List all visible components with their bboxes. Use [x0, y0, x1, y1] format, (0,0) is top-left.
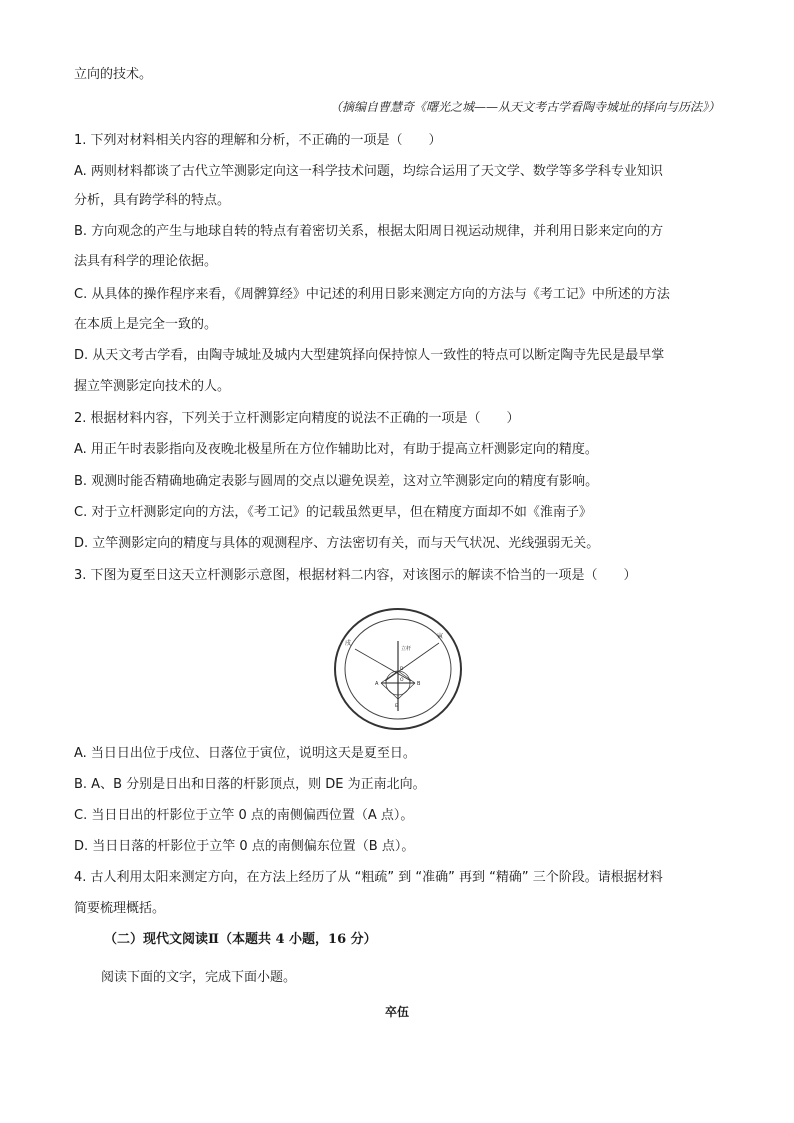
be-line: [398, 683, 415, 699]
q1-option-d-line2: 握立竿测影定向技术的人。: [74, 379, 231, 394]
q3-option-d: D. 当日日落的杆影位于立竿 0 点的南侧偏东位置（B 点）。: [74, 839, 415, 854]
ae-line: [381, 683, 398, 699]
q3-option-a: A. 当日日出位于戌位、日落位于寅位，说明这天是夏至日。: [74, 746, 416, 761]
intro-tail: 立向的技术。: [74, 67, 153, 82]
label-o: O: [400, 678, 404, 683]
q3-stem: 3. 下图为夏至日这天立杆测影示意图，根据材料二内容，对该图示的解读不恰当的一项是（ ）: [74, 568, 637, 583]
label-left: 戌: [345, 640, 352, 647]
label-d: D: [400, 667, 404, 672]
q1-option-a-line1: A. 两则材料都谈了古代立竿测影定向这一科学技术问题，均综合运用了天文学、数学等多学科专业知识: [74, 164, 663, 179]
section-heading: （二）现代文阅读Ⅱ（本题共 4 小题，16 分）: [104, 932, 377, 947]
q3-option-b: B. A、B 分别是日出和日落的杆影顶点，则 DE 为正南北向。: [74, 777, 426, 792]
section-instruction: 阅读下面的文字，完成下面小题。: [101, 970, 297, 985]
q2-stem: 2. 根据材料内容，下列关于立杆测影定向精度的说法不正确的一项是（ ）: [74, 411, 520, 426]
label-a: A: [375, 681, 379, 687]
label-right: 寅: [437, 633, 444, 640]
q2-option-d: D. 立竿测影定向的精度与具体的观测程序、方法密切有关，而与天气状况、光线强弱无关。: [74, 536, 600, 551]
label-b: B: [417, 681, 421, 687]
q3-option-c: C. 当日日出的杆影位于立竿 0 点的南侧偏西位置（A 点）。: [74, 808, 414, 823]
q2-option-c: C. 对于立杆测影定向的方法，《考工记》的记载虽然更早，但在精度方面却不如《淮南子》: [74, 505, 592, 520]
q1-stem: 1. 下列对材料相关内容的理解和分析，不正确的一项是（ ）: [74, 133, 442, 148]
sunrise-ray: [355, 649, 411, 681]
label-e: E: [395, 704, 398, 709]
q1-option-c-line2: 在本质上是完全一致的。: [74, 317, 218, 332]
q4-line1: 4. 古人利用太阳来测定方向，在方法上经历了从 “粗疏” 到 “准确” 再到 “精确” 三个阶段。请根据材料: [74, 870, 663, 885]
q2-option-a: A. 用正午时表影指向及夜晚北极星所在方位作辅助比对，有助于提高立杆测影定向的精度。: [74, 442, 598, 457]
q1-option-b-line2: 法具有科学的理论依据。: [74, 254, 218, 269]
source-citation: （摘编自曹慧奇《曙光之城——从天文考古学看陶寺城址的择向与历法》）: [329, 100, 720, 114]
label-pole: 立杆: [401, 646, 412, 652]
q1-option-b-line1: B. 方向观念的产生与地球自转的特点有着密切关系，根据太阳周日视运动规律，并利用日影来定向的方: [74, 224, 664, 239]
q1-option-c-line1: C. 从具体的操作程序来看，《周髀算经》中记述的利用日影来测定方向的方法与《考工记》中所述的方法: [74, 287, 670, 302]
q1-option-d-line1: D. 从天文考古学看，由陶寺城址及城内大型建筑择向保持惊人一致性的特点可以断定陶寺先民是最早掌: [74, 348, 665, 363]
ad-line: [381, 671, 398, 683]
sunset-ray: [385, 643, 439, 681]
q1-option-a-line2: 分析，具有跨学科的特点。: [74, 193, 231, 208]
q4-line2: 简要梳理概括。: [74, 901, 166, 916]
sun-shadow-diagram: [333, 607, 463, 731]
article-title: 卒伍: [384, 1005, 409, 1019]
q2-option-b: B. 观测时能否精确地确定表影与圆周的交点以避免误差，这对立竿测影定向的精度有影响。: [74, 474, 599, 489]
